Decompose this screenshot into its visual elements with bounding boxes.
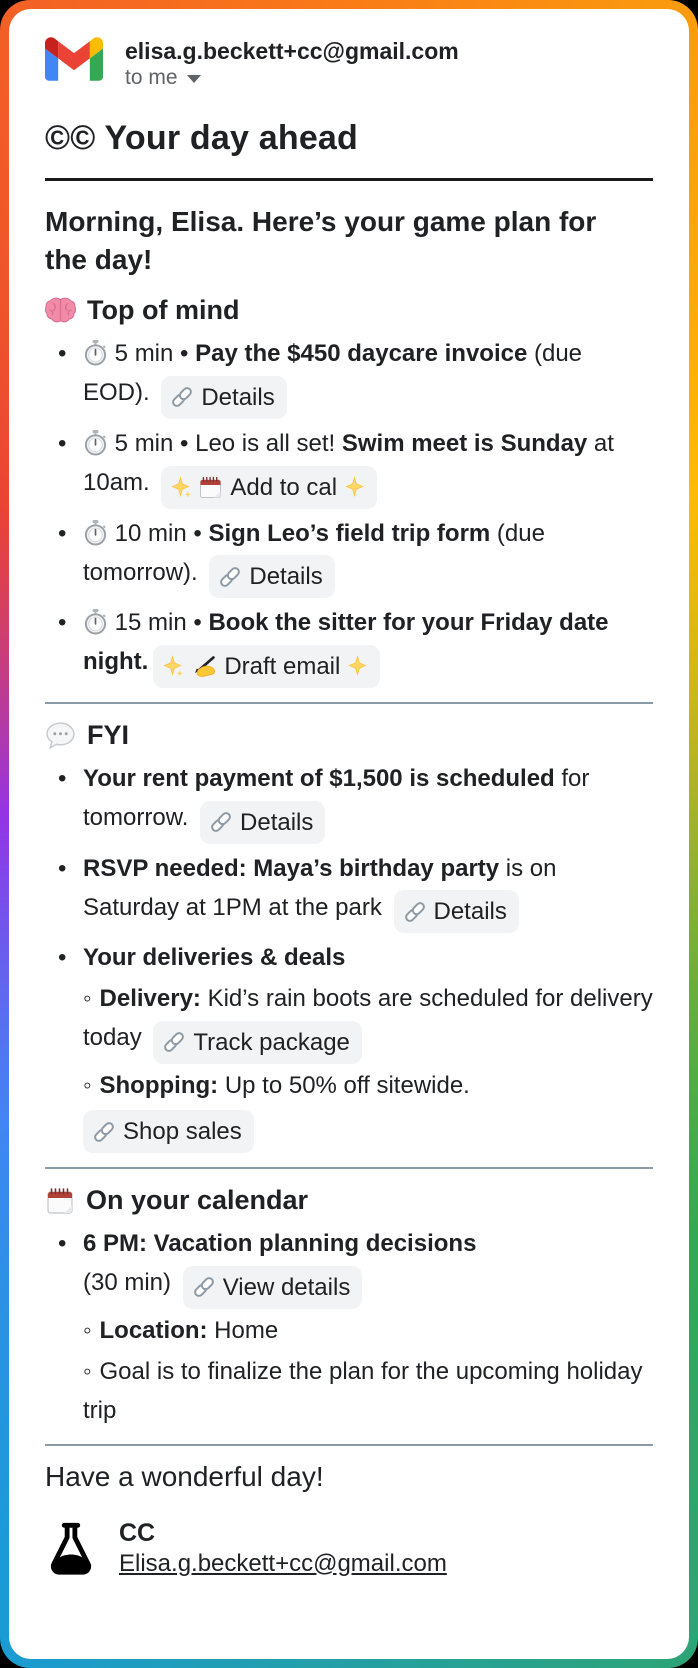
item-text-bold: Your deliveries & deals [83, 944, 346, 971]
stopwatch-icon [83, 608, 108, 635]
spiral-calendar-icon [45, 1186, 75, 1216]
list-item [45, 1224, 653, 1430]
sparkles-icon [344, 476, 365, 499]
bullet: • [58, 765, 67, 792]
recipient-expander[interactable] [125, 65, 459, 91]
section-heading-top-of-mind [45, 295, 653, 326]
bullet: • [58, 429, 67, 457]
link-icon [170, 385, 194, 409]
link-icon [192, 1275, 216, 1299]
item-text-bold: Swim meet is Sunday [341, 429, 588, 457]
details-chip[interactable] [209, 555, 334, 598]
item-text-bold: RSVP needed: Maya’s birthday party [83, 854, 500, 882]
item-text: Kid’s rain boots are scheduled for delivery today [83, 985, 653, 1051]
section-title: On your calendar [86, 1185, 309, 1215]
item-text: at 10am. [83, 429, 614, 496]
sub-list-item [83, 1352, 653, 1430]
bullet: • [58, 519, 67, 547]
item-text: (30 min) [83, 1269, 178, 1296]
writing-hand-icon [190, 655, 217, 678]
chip-label: View details [222, 1273, 351, 1301]
item-text: Goal is to finalize the plan for the upcoming holiday trip [83, 1357, 643, 1424]
chip-label: Details [201, 383, 275, 411]
list-item [45, 603, 653, 688]
greeting-text: Morning, Elisa. Here’s your game plan for the day! [45, 206, 597, 275]
sparkles-icon [162, 655, 183, 678]
section-title: Top of mind [87, 295, 240, 325]
item-text-bold: Shopping: [99, 1071, 219, 1099]
list-item [45, 849, 653, 934]
item-text: (due EOD). [83, 340, 583, 406]
stopwatch-icon [83, 429, 108, 456]
list-item [45, 938, 653, 1153]
chip-label: Shop sales [123, 1118, 242, 1145]
chip-label: Details [433, 898, 507, 925]
bullet: • [58, 340, 67, 367]
chip-label: Details [249, 563, 323, 590]
sub-list-item [83, 1311, 653, 1350]
to-label: to me [125, 66, 178, 89]
item-text-bold: Book the sitter for your Friday date night. [83, 609, 609, 675]
title-divider [45, 178, 653, 181]
item-text: (due tomorrow). [83, 519, 545, 586]
link-icon [403, 900, 427, 924]
list-item [45, 514, 653, 599]
sub-bullet: ◦ [83, 1316, 92, 1344]
section-divider [45, 1167, 653, 1169]
chevron-down-icon [187, 75, 201, 83]
item-text-bold: Location: [99, 1316, 208, 1344]
sub-list-item [83, 979, 653, 1064]
sender-email: elisa.g.beckett+cc@gmail.com [125, 38, 459, 64]
chip-label: Details [240, 808, 314, 836]
signature-email-link[interactable]: Elisa.g.beckett+cc@gmail.com [119, 1549, 447, 1577]
sub-bullet: ◦ [83, 985, 92, 1012]
item-text: is on Saturday at 1PM at the park [83, 854, 557, 921]
item-text: 5 min • Leo is all set! [114, 429, 342, 457]
page-title: ©© Your day ahead [45, 119, 359, 157]
bullet: • [58, 944, 67, 971]
list-item [45, 424, 653, 509]
chip-row [83, 1108, 653, 1154]
sub-list-item [83, 1066, 653, 1105]
section-heading-fyi [45, 720, 653, 751]
shop-sales-chip[interactable] [83, 1110, 254, 1153]
chip-label: Draft email [224, 653, 341, 680]
item-text: 10 min • [114, 519, 209, 547]
link-icon [218, 565, 242, 589]
bullet: • [58, 1230, 67, 1257]
spiral-calendar-icon [198, 475, 223, 500]
sparkles-icon [347, 655, 368, 678]
item-text-bold: Your rent payment of $1,500 is scheduled [83, 765, 555, 792]
flask-icon [45, 1521, 97, 1577]
draft-email-chip[interactable] [153, 645, 380, 688]
section-title: FYI [87, 720, 130, 750]
item-text: Home [207, 1316, 279, 1344]
chip-label: Add to cal [230, 473, 338, 501]
gmail-logo [45, 37, 103, 81]
item-text-bold: 6 PM: Vacation planning decisions [83, 1230, 477, 1257]
item-text: 5 min • [114, 340, 196, 367]
item-text-bold: Delivery: [99, 985, 201, 1012]
sparkles-icon [170, 476, 191, 499]
item-text-bold: Sign Leo’s field trip form [208, 519, 491, 547]
closing-text: Have a wonderful day! [45, 1460, 324, 1492]
email-card [9, 9, 689, 1659]
list-item [45, 334, 653, 419]
signature-name: CC [119, 1518, 156, 1547]
link-icon [92, 1120, 116, 1144]
signature-footer [45, 1518, 653, 1580]
section-divider [45, 702, 653, 704]
bullet: • [58, 854, 67, 882]
details-chip[interactable] [200, 801, 325, 844]
details-chip[interactable] [394, 890, 519, 933]
email-header [45, 37, 653, 91]
section-heading-calendar [45, 1185, 653, 1216]
speech-balloon-icon [45, 721, 76, 750]
sub-bullet: ◦ [83, 1071, 92, 1099]
chip-label: Track package [193, 1028, 350, 1056]
link-icon [162, 1030, 186, 1054]
brain-icon [45, 297, 76, 324]
item-text-bold: Pay the $450 daycare invoice [195, 340, 528, 367]
item-text: 15 min • [114, 609, 209, 636]
track-package-chip[interactable] [153, 1021, 362, 1064]
section-divider [45, 1444, 653, 1446]
sub-bullet: ◦ [83, 1357, 92, 1385]
link-icon [209, 810, 233, 834]
list-item [45, 759, 653, 844]
item-text: Up to 50% off sitewide. [218, 1071, 470, 1099]
add-to-cal-chip[interactable] [161, 466, 377, 509]
details-chip[interactable] [161, 376, 286, 419]
bullet: • [58, 609, 67, 636]
stopwatch-icon [83, 339, 108, 366]
item-text: for tomorrow. [83, 765, 590, 831]
stopwatch-icon [83, 519, 108, 546]
view-details-chip[interactable] [183, 1266, 363, 1309]
